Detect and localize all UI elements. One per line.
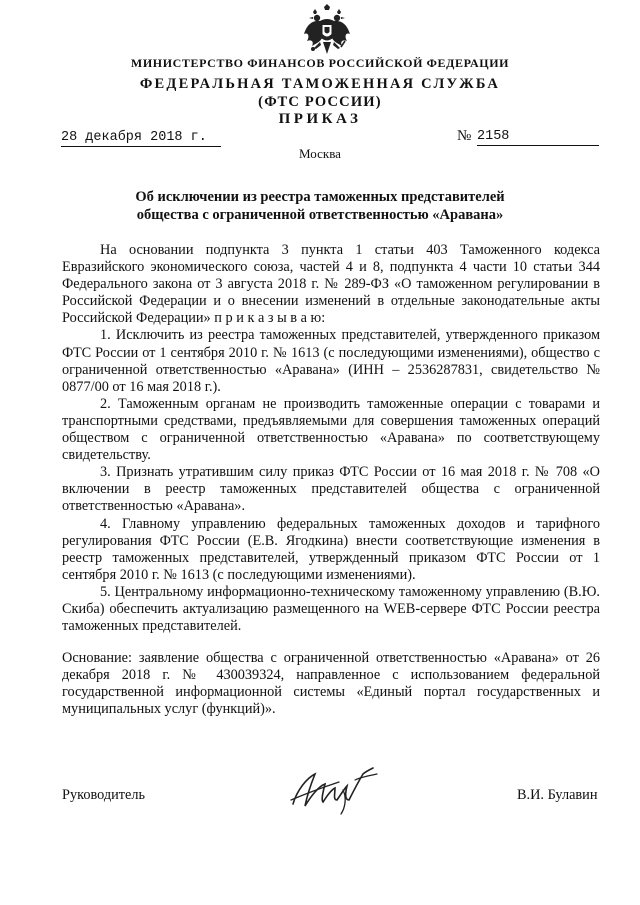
city: Москва (299, 146, 341, 161)
order-item: 2. Таможенным органам не производить таможенные операции с товарами и транспортными средствами, предъявляемыми для совершения таможенных операций обществом с ограниченной ответственностью «Аравана» по соответствующему свидетельству. (62, 395, 600, 464)
preamble-paragraph: На основании подпункта 3 пункта 1 статьи 403 Таможенного кодекса Евразийского экономического союза, частей 4 и 8, подпункта 4 части 10 статьи 344 Федерального закона от 3 августа 2018 г. № 289-ФЗ «О таможенном регулировании в Российской Федерации и о внесении изменений в отдельные законодательные акты Российской Федерации» п р и к а з ы в а ю: (62, 242, 600, 327)
order-item: 4. Главному управлению федеральных таможенных доходов и тарифного регулирования ФТС России (Е.В. Ягодкина) внести соответствующие изменения в реестр таможенных представителей, утвержденный приказом ФТС России от 1 сентября 2010 г. № 1613 (с последующими изменениями). (62, 515, 600, 583)
basis-paragraph: Основание: заявление общества с ограниченной ответственностью «Аравана» от 26 декабря 2018 г. № 430039324, направленное с использованием федеральной государственной информационной системы «Единый портал государственных и муниципальных услуг (функций)». (62, 650, 600, 718)
order-date: 28 декабря 2018 г. (61, 130, 221, 147)
service-abbreviation: (ФТС РОССИИ) (258, 94, 382, 110)
service-name: ФЕДЕРАЛЬНАЯ ТАМОЖЕННАЯ СЛУЖБА (139, 76, 501, 92)
order-item: 5. Центральному информационно-техническому таможенному управлению (В.Ю. Скиба) обеспечить актуализацию размещенного на WEB-сервере ФТС России реестра таможенных представителей. (62, 583, 600, 635)
number-sign: № (457, 128, 472, 144)
handwritten-signature-icon (285, 760, 385, 816)
title-line: общества с ограниченной ответственностью «Аравана» (136, 207, 504, 223)
order-number: 2158 (477, 129, 599, 146)
document-type: ПРИКАЗ (278, 111, 362, 127)
order-item: 1. Исключить из реестра таможенных представителей, утвержденного приказом ФТС России от 1 сентября 2010 г. № 1613 (с последующими изменениями), общество с ограниченной ответственностью «Аравана» (ИНН – 2536287831, свидетельство № 0877/00 от 16 мая 2018 г.). (62, 327, 600, 395)
document-title (0, 188, 640, 224)
signatory-name: В.И. Булавин (517, 787, 598, 803)
title-line: Об исключении из реестра таможенных представителей (135, 189, 505, 205)
signatory-role: Руководитель (62, 787, 146, 803)
ministry-name: МИНИСТЕРСТВО ФИНАНСОВ РОССИЙСКОЙ ФЕДЕРАЦИИ (130, 56, 510, 70)
double-headed-eagle-emblem-icon (303, 4, 351, 58)
document-body (62, 242, 600, 719)
order-item: 3. Признать утратившим силу приказ ФТС России от 16 мая 2018 г. № 708 «О включении в реестр таможенных представителей общества с ограниченной ответственностью «Аравана». (62, 464, 600, 515)
